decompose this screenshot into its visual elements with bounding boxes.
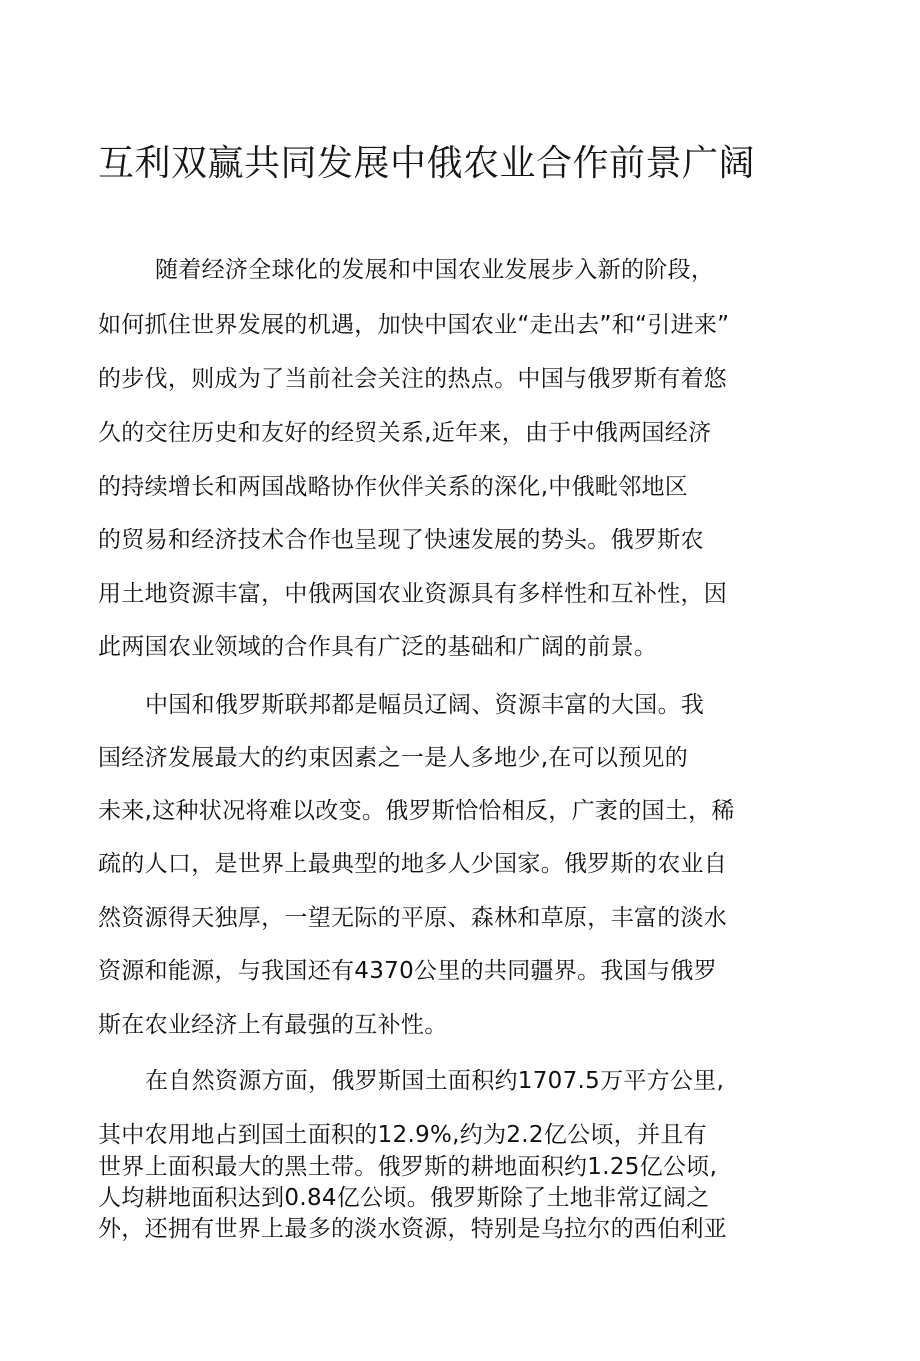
paragraph-1-line-8: 此两国农业领域的合作具有广泛的基础和广阔的前景。 (98, 634, 658, 660)
paragraph-1-line-4: 久的交往历史和友好的经贸关系,近年来，由于中俄两国经济 (98, 420, 712, 446)
paragraph-1-line-3: 的步伐，则成为了当前社会关注的热点。中国与俄罗斯有着悠 (98, 366, 728, 392)
paragraph-3-line-3: 世界上面积最大的黑土带。俄罗斯的耕地面积约1.25亿公顷, (98, 1154, 718, 1180)
paragraph-2-line-4: 疏的人口，是世界上最典型的地多人少国家。俄罗斯的农业自 (98, 851, 728, 877)
paragraph-3-line-2: 其中农用地占到国土面积的12.9%,约为2.2亿公顷，并且有 (98, 1122, 707, 1148)
paragraph-3-line-5: 外，还拥有世界上最多的淡水资源，特别是乌拉尔的西伯利亚 (98, 1216, 728, 1242)
paragraph-2-line-3: 未来,这种状况将难以改变。俄罗斯恰恰相反，广袤的国土，稀 (98, 798, 735, 824)
paragraph-1-line-6: 的贸易和经济技术合作也呈现了快速发展的势头。俄罗斯农 (98, 527, 704, 553)
paragraph-3-line-4: 人均耕地面积达到0.84亿公顷。俄罗斯除了土地非常辽阔之 (98, 1185, 710, 1211)
paragraph-2-line-2: 国经济发展最大的约束因素之一是人多地少,在可以预见的 (98, 745, 689, 771)
paragraph-2-line-5: 然资源得天独厚，一望无际的平原、森林和草原，丰富的淡水 (98, 905, 728, 931)
paragraph-2-line-1: 中国和俄罗斯联邦都是幅员辽阔、资源丰富的大国。我 (145, 692, 705, 718)
paragraph-3-line-1: 在自然资源方面，俄罗斯国土面积约1707.5万平方公里, (145, 1068, 725, 1094)
paragraph-1-line-5: 的持续增长和两国战略协作伙伴关系的深化,中俄毗邻地区 (98, 474, 689, 500)
paragraph-2-line-7: 斯在农业经济上有最强的互补性。 (98, 1012, 448, 1038)
document-title: 互利双赢共同发展中俄农业合作前景广阔 (98, 143, 756, 184)
paragraph-1-line-2: 如何抓住世界发展的机遇，加快中国农业“走出去”和“引进来” (98, 312, 730, 338)
paragraph-2-line-6: 资源和能源，与我国还有4370公里的共同疆界。我国与俄罗 (98, 958, 717, 984)
paragraph-1-line-1: 随着经济全球化的发展和中国农业发展步入新的阶段， (155, 257, 715, 283)
paragraph-1-line-7: 用土地资源丰富，中俄两国农业资源具有多样性和互补性，因 (98, 581, 728, 607)
